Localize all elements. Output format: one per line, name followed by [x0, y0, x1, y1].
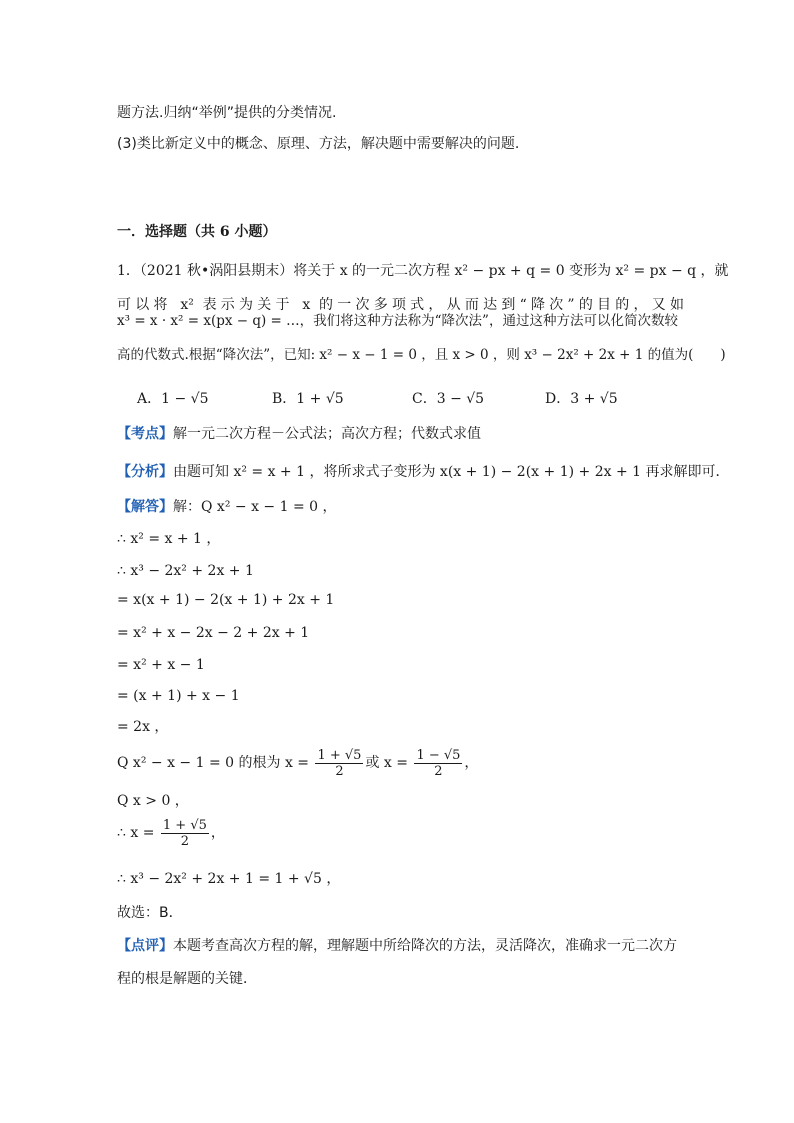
- question-line-2: 可以将 x² 表示为关于 x 的一次多项式，从而达到“降次”的目的，又如: [117, 297, 684, 313]
- solution-step: = x(x + 1) − 2(x + 1) + 2x + 1: [117, 592, 335, 608]
- option-c-label: C．: [412, 391, 437, 407]
- option-b-value: 1 + √5: [296, 391, 344, 407]
- x-value-suffix: ，: [210, 825, 225, 841]
- question-line-3: x³ = x · x² = x(px − q) = …，我们将这种方法称为“降次法”，通过这种方法可以化简次数较: [117, 313, 678, 329]
- root-2-fraction: [414, 748, 462, 779]
- x-value-numerator: 1 + √5: [162, 817, 207, 833]
- jieda-text: 解：Q x² − x − 1 = 0 ，: [173, 499, 337, 515]
- solution-step: ∴ x³ − 2x² + 2x + 1: [117, 563, 254, 579]
- x-value-fraction: [161, 818, 209, 849]
- root-2-denominator: 2: [434, 763, 443, 779]
- solution-step: ∴ x² = x + 1 ，: [117, 531, 221, 547]
- dianping-line-2: 程的根是解题的关键．: [117, 971, 257, 987]
- solution-step: = 2x ，: [117, 719, 169, 735]
- fenxi-line: [117, 462, 730, 482]
- option-a-label: A．: [137, 391, 162, 407]
- option-b-label: B．: [272, 391, 297, 407]
- option-a: [137, 389, 209, 409]
- question-line-1: 1．（2021 秋•涡阳县期末）将关于 x 的一元二次方程 x² − px + q = 0 变形为 x² = px − q ，就: [117, 263, 729, 279]
- fenxi-text: 由题可知 x² = x + 1 ，将所求式子变形为 x(x + 1) − 2(x + 1) + 2x + 1 再求解即可．: [173, 464, 730, 480]
- dianping-line-1: [117, 936, 684, 956]
- option-d: [545, 389, 618, 409]
- option-a-value: 1 − √5: [161, 391, 209, 407]
- jieda-line: [117, 497, 684, 517]
- option-c: [412, 389, 484, 409]
- roots-line: [117, 746, 684, 780]
- roots-suffix: ，: [464, 755, 479, 771]
- option-b: [272, 389, 344, 409]
- final-result-line: ∴ x³ − 2x² + 2x + 1 = 1 + √5 ，: [117, 871, 341, 887]
- answer-options: [117, 389, 684, 409]
- condition-line: Q x > 0 ，: [117, 793, 189, 809]
- solution-step: = x² + x − 1: [117, 657, 205, 673]
- jieda-tag: 【解答】: [117, 499, 173, 515]
- roots-prefix: Q x² − x − 1 = 0 的根为 x =: [117, 755, 310, 771]
- x-value-prefix: ∴ x =: [117, 825, 155, 841]
- question-line-4: 高的代数式.根据“降次法”，已知: x² − x − 1 = 0 ，且 x > 0 ，则 x³ − 2x² + 2x + 1 的值为( ): [117, 347, 726, 363]
- section-title: 一．选择题（共 6 小题）: [117, 224, 277, 240]
- root-1-fraction: [315, 748, 363, 779]
- kaodian-tag: 【考点】: [117, 426, 173, 442]
- choose-line: 故选：B．: [117, 905, 183, 921]
- solution-step: = (x + 1) + x − 1: [117, 688, 240, 704]
- kaodian-line: [117, 424, 684, 444]
- option-d-label: D．: [545, 391, 571, 407]
- roots-or: 或 x =: [365, 755, 408, 771]
- root-2-numerator: 1 − √5: [416, 747, 461, 763]
- root-1-numerator: 1 + √5: [317, 747, 362, 763]
- dianping-tag: 【点评】: [117, 938, 173, 954]
- option-c-value: 3 − √5: [436, 391, 485, 407]
- option-d-value: 3 + √5: [570, 391, 618, 407]
- intro-line-2: (3)类比新定义中的概念、原理、方法，解决题中需要解决的问题.: [117, 136, 520, 152]
- fenxi-tag: 【分析】: [117, 464, 173, 480]
- intro-line-1: 题方法.归纳“举例”提供的分类情况.: [117, 105, 337, 121]
- solution-step: = x² + x − 2x − 2 + 2x + 1: [117, 625, 310, 641]
- x-value-line: [117, 816, 684, 850]
- x-value-denominator: 2: [180, 833, 190, 849]
- root-1-denominator: 2: [335, 763, 344, 779]
- kaodian-text: 解一元二次方程－公式法；高次方程；代数式求值: [173, 426, 481, 442]
- dianping-text-1: 本题考查高次方程的解，理解题中所给降次的方法，灵活降次，准确求一元二次方: [173, 938, 677, 954]
